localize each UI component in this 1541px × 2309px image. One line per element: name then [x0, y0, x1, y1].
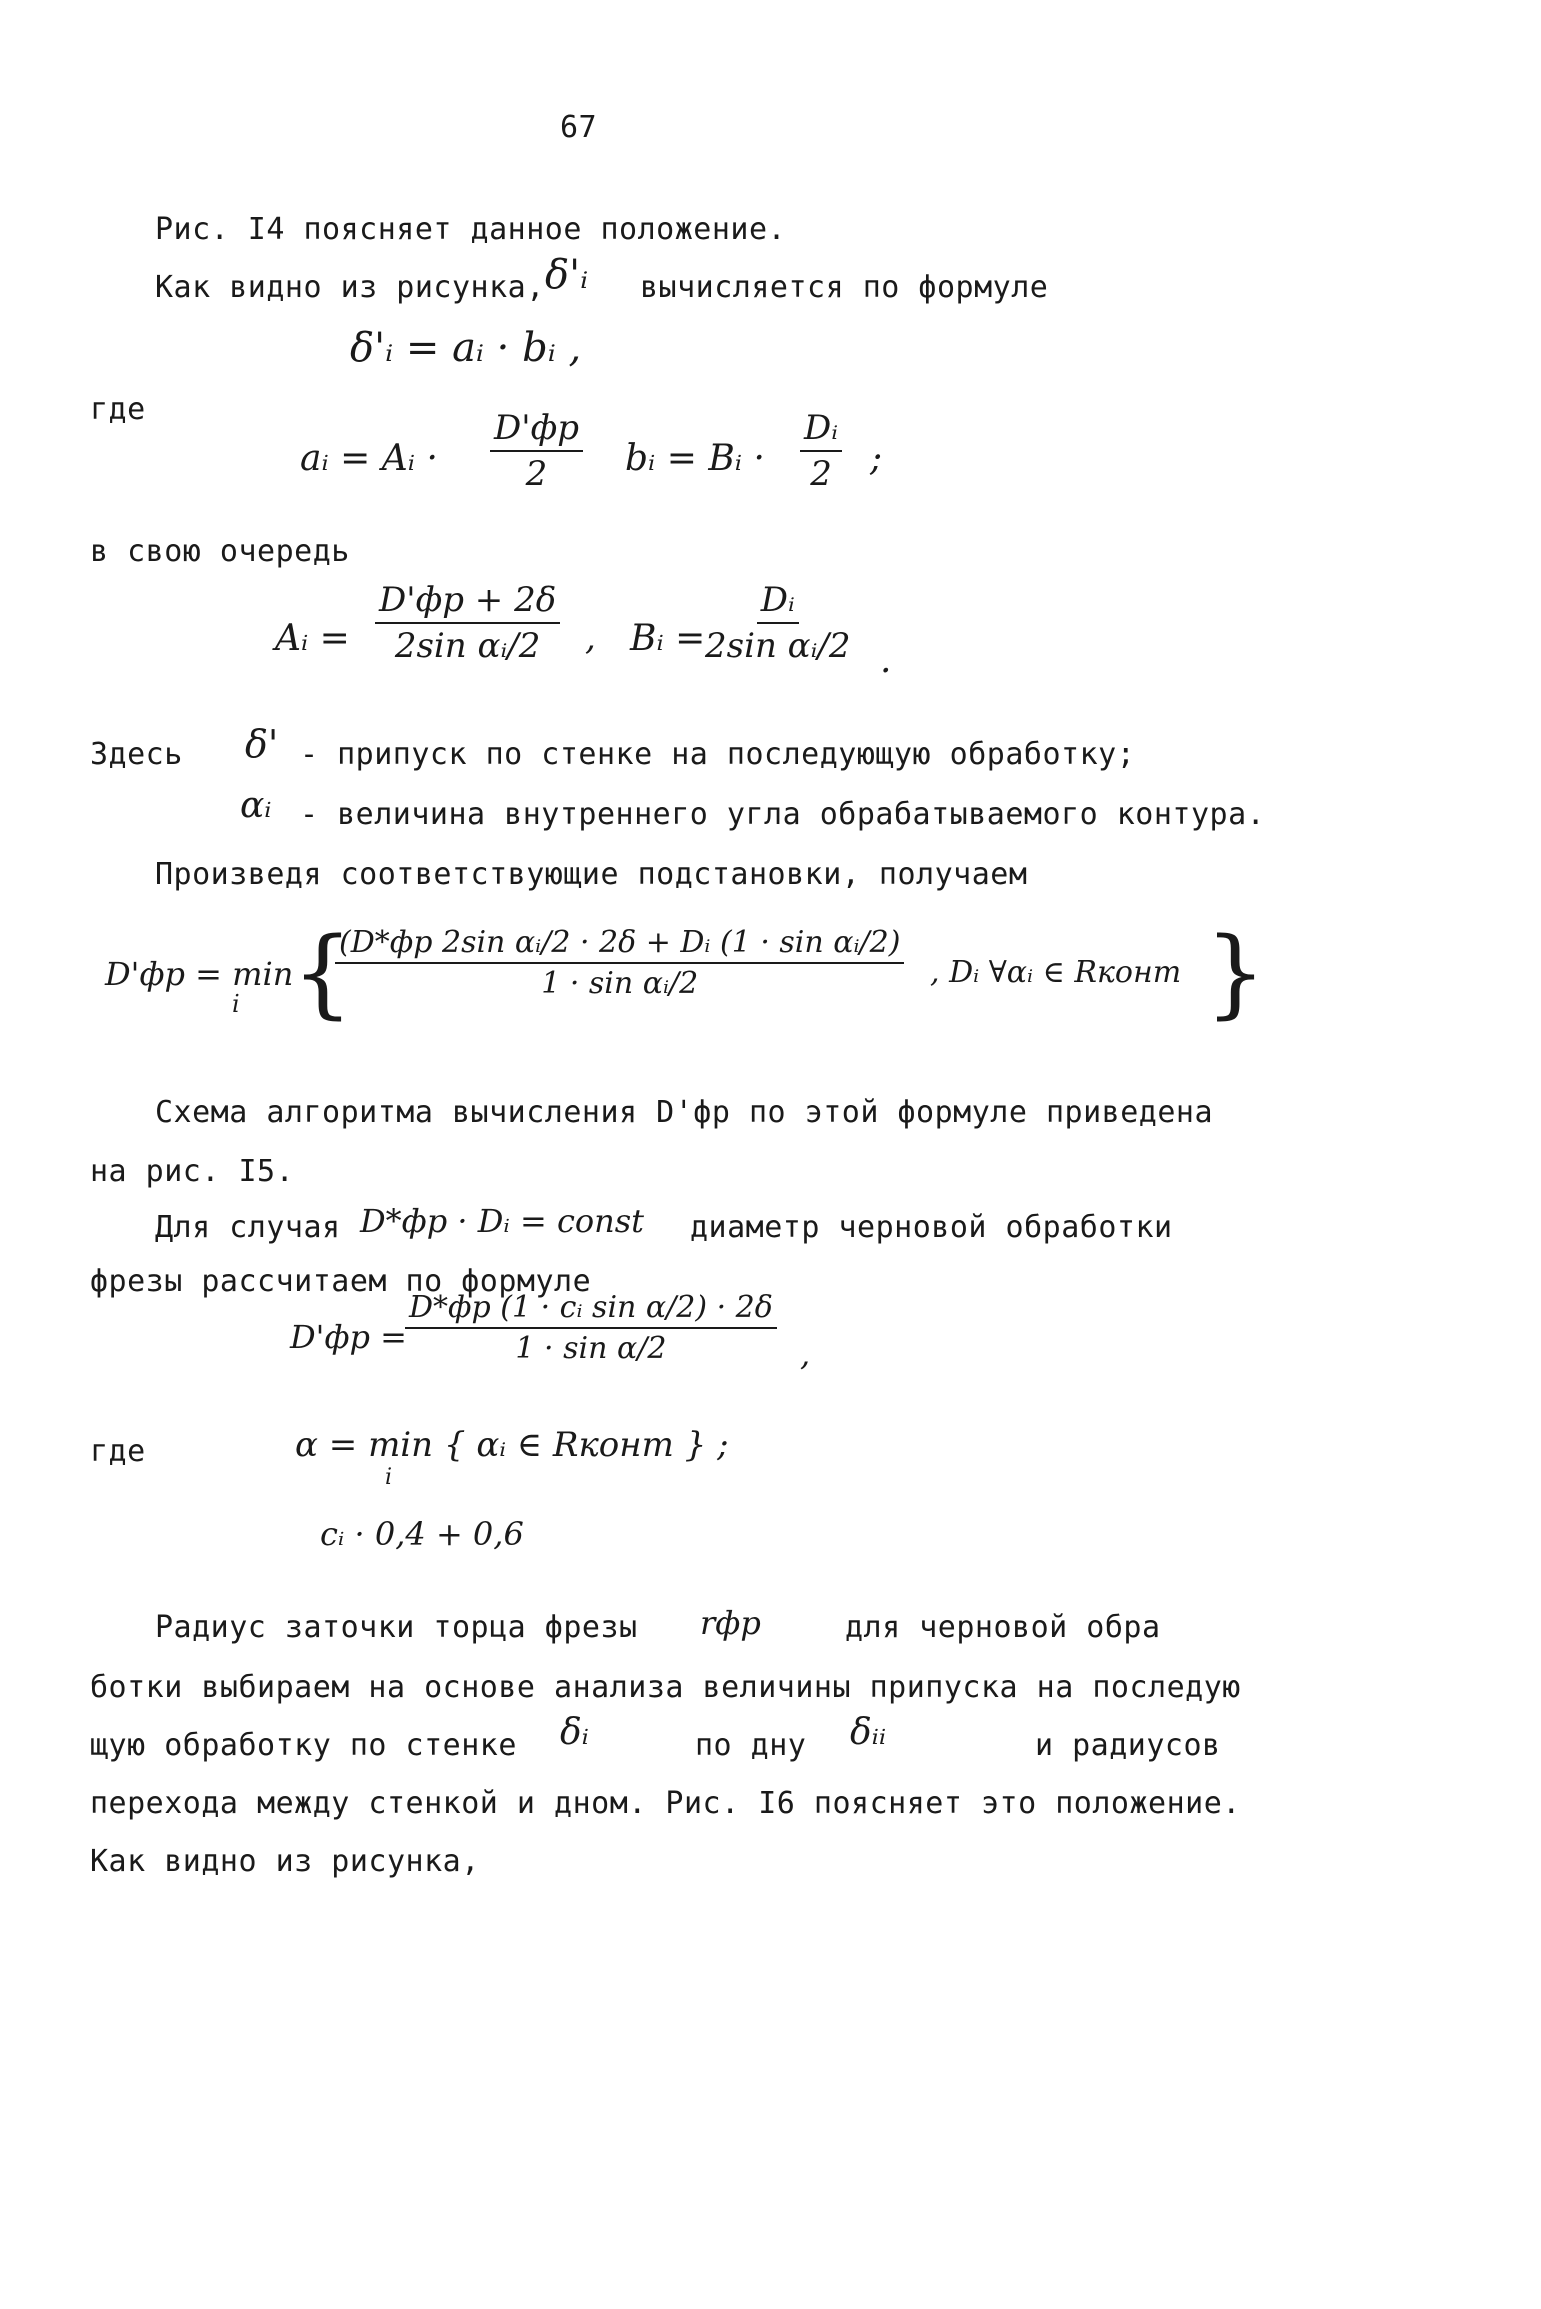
paragraph-radius-line1-b: для черновой обра [845, 1610, 1161, 1645]
equation-A-lhs: Aᵢ = [275, 618, 350, 659]
fraction-A-denominator: 2sin αᵢ/2 [394, 626, 541, 666]
fraction-a-numerator: D'фр [490, 408, 583, 452]
paragraph-radius-line4: перехода между стенкой и дном. Рис. I6 поясняет это положение. [90, 1786, 1241, 1821]
fraction-main-numerator: (D*фр 2sin αᵢ/2 · 2δ + Dᵢ (1 · sin αᵢ/2) [335, 925, 904, 964]
equation-6-subscript: i [385, 1465, 393, 1490]
paragraph-radius-line3-a: щую обработку по стенке [90, 1728, 517, 1763]
equation-4-lhs: D'фр = min [105, 955, 294, 993]
equation-delta: δ'ᵢ = aᵢ · bᵢ , [350, 325, 582, 371]
definition-delta-text: - припуск по стенке на последующую обработку; [300, 737, 1136, 772]
equation-4-tail: , Dᵢ ∀αᵢ ∈ Rконт [930, 955, 1182, 990]
fraction-main-denominator: 1 · sin αᵢ/2 [541, 966, 699, 1001]
equation-7: cᵢ · 0,4 + 0,6 [320, 1515, 524, 1553]
equation-B-lhs: Bᵢ = [630, 618, 706, 659]
paragraph-formula-intro-end: вычисляется по формуле [640, 270, 1049, 305]
fraction-A [375, 580, 560, 666]
word-where-2: где [90, 1434, 146, 1469]
paragraph-substitution: Произведя соответствующие подстановки, получаем [155, 857, 1028, 892]
equation-5-lhs: D'фр = [290, 1318, 407, 1356]
paragraph-radius-line3-c: и радиусов [1035, 1728, 1221, 1763]
delta-bottom-symbol: δᵢᵢ [850, 1712, 887, 1753]
fraction-b-numerator: Dᵢ [800, 408, 842, 452]
page-number: 67 [560, 110, 598, 145]
paragraph-formula-intro: Как видно из рисунка, [155, 270, 545, 305]
definition-alpha-text: - величина внутреннего угла обрабатываемого контура. [300, 797, 1266, 832]
word-where-1: где [90, 392, 146, 427]
fraction-a [490, 408, 583, 494]
delta-prime-symbol: δ'ᵢ [545, 252, 589, 298]
fraction-b-denominator: 2 [810, 454, 832, 494]
fraction-eq5-denominator: 1 · sin α/2 [515, 1331, 667, 1366]
delta-wall-symbol: δᵢ [560, 1712, 589, 1753]
paragraph-radius-line3-b: по дну [695, 1728, 807, 1763]
case-condition: D*фр · Dᵢ = const [360, 1202, 645, 1240]
equation-3-end: . [880, 640, 892, 681]
paragraph-radius-line1-a: Радиус заточки торца фрезы [155, 1610, 638, 1645]
equation-2-end: ; [870, 438, 883, 479]
definition-delta-symbol: δ' [245, 722, 279, 766]
fraction-main [335, 925, 904, 1001]
equation-4-subscript: i [232, 990, 240, 1018]
paragraph-case-line1-a: Для случая [155, 1210, 341, 1245]
fraction-eq5 [405, 1290, 777, 1366]
paragraph-radius-line5: Как видно из рисунка, [90, 1844, 480, 1879]
fraction-B-numerator: Dᵢ [757, 580, 799, 624]
paragraph-case-line1-b: диаметр черновой обработки [690, 1210, 1173, 1245]
equation-4-brace-close: } [1205, 917, 1267, 1029]
definition-alpha-symbol: αᵢ [240, 785, 272, 826]
fraction-b [800, 408, 842, 494]
equation-3-sep: , [585, 618, 596, 658]
fraction-eq5-numerator: D*фр (1 · cᵢ sin α/2) · 2δ [405, 1290, 777, 1329]
paragraph-in-turn: в свою очередь [90, 534, 350, 569]
equation-a-lhs: aᵢ = Aᵢ · [300, 438, 438, 479]
fraction-a-denominator: 2 [525, 454, 548, 494]
equation-4-brace-open: { [292, 917, 354, 1029]
paragraph-fig14: Рис. I4 поясняет данное положение. [155, 212, 787, 247]
fraction-B-denominator: 2sin αᵢ/2 [705, 626, 851, 666]
equation-6: α = min { αᵢ ∈ Rконт } ; [295, 1425, 729, 1465]
radius-symbol: rфр [700, 1604, 761, 1642]
equation-5-end: , [800, 1335, 811, 1373]
paragraph-algorithm-line1: Схема алгоритма вычисления D'фр по этой формуле приведена [155, 1095, 1214, 1130]
paragraph-algorithm-line2: на рис. I5. [90, 1154, 295, 1189]
fraction-B [705, 580, 851, 666]
fraction-A-numerator: D'фр + 2δ [375, 580, 560, 624]
paragraph-case-line2: фрезы рассчитаем по формуле [90, 1264, 592, 1299]
definitions-label: Здесь [90, 737, 183, 772]
equation-b-lhs: bᵢ = Bᵢ · [625, 438, 765, 479]
paragraph-radius-line2: ботки выбираем на основе анализа величины припуска на последую [90, 1670, 1241, 1705]
